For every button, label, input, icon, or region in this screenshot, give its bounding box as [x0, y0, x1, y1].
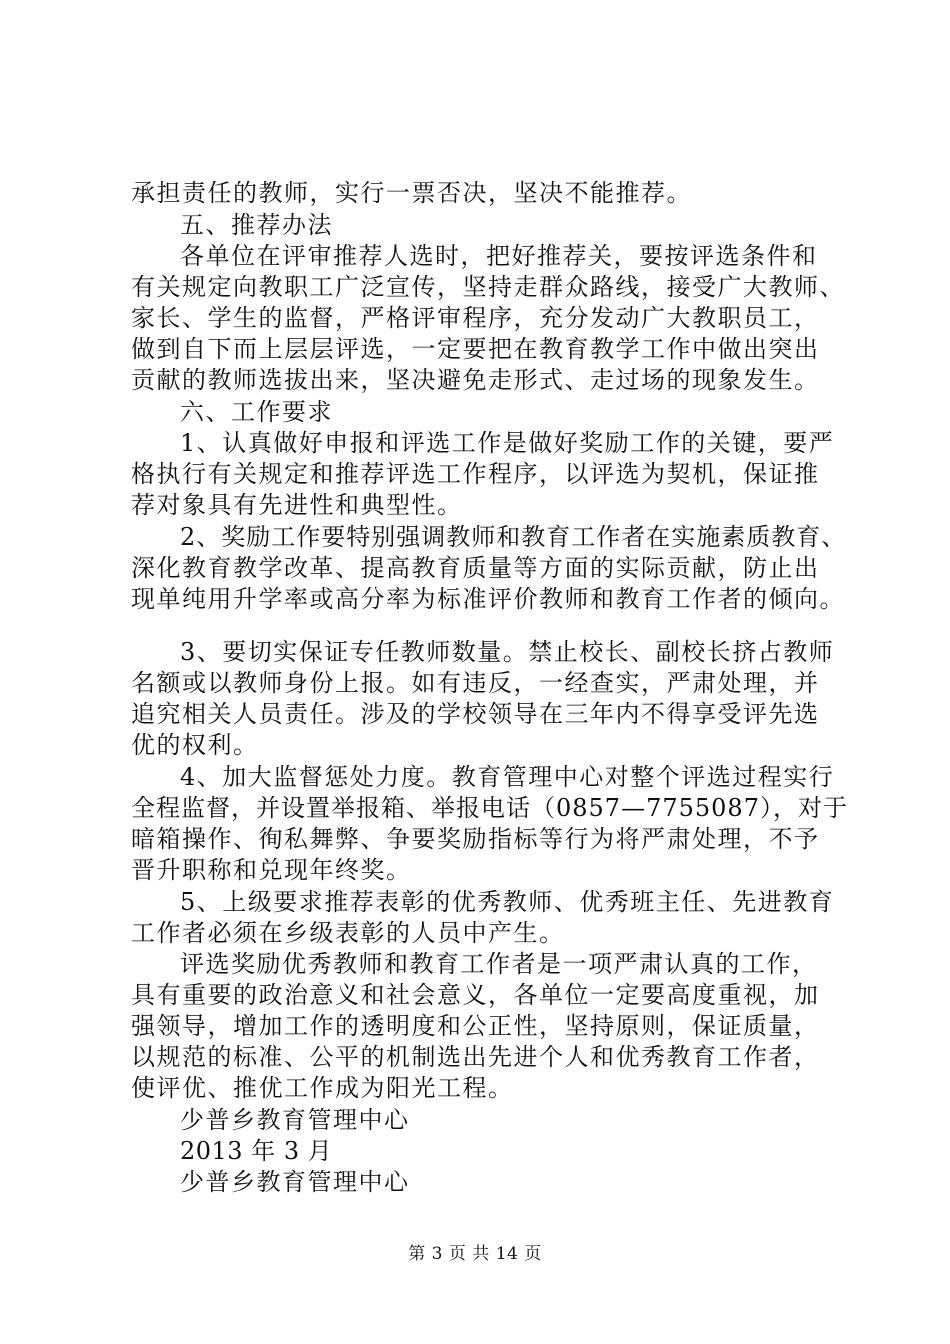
body-line: 1、认真做好申报和评选工作是做好奖励工作的关键，要严: [180, 429, 835, 457]
body-line: 5、上级要求推荐表彰的优秀教师、优秀班主任、先进教育: [180, 888, 835, 916]
body-line: 强领导，增加工作的透明度和公正性，坚持原则，保证质量，: [131, 1012, 820, 1040]
body-line: 3、要切实保证专任教师数量。禁止校长、副校长挤占教师: [180, 638, 835, 666]
body-line: 4、加大监督惩处力度。教育管理中心对整个评选过程实行: [180, 763, 835, 791]
body-line: 做到自下而上层层评选，一定要把在教育教学工作中做出突出: [131, 335, 820, 363]
body-line: 各单位在评审推荐人选时，把好推荐关，要按评选条件和: [180, 242, 818, 270]
body-line: 晋升职称和兑现年终奖。: [131, 856, 412, 884]
body-line: 承担责任的教师，实行一票否决，坚决不能推荐。: [131, 179, 692, 207]
body-line: 以规范的标准、公平的机制选出先进个人和优秀教育工作者，: [131, 1043, 820, 1071]
signature-organization: 少普乡教育管理中心: [180, 1106, 410, 1134]
body-line: 2、奖励工作要特别强调教师和教育工作者在实施素质教育、: [180, 523, 847, 551]
body-line: 全程监督，并设置举报箱、举报电话（0857—7755087），对于: [131, 794, 848, 822]
body-line: 追究相关人员责任。涉及的学校领导在三年内不得享受评先选: [131, 700, 820, 728]
body-line: 现单纯用升学率或高分率为标准评价教师和教育工作者的倾向。: [131, 585, 845, 613]
body-line: 深化教育教学改革、提高教育质量等方面的实际贡献，防止出: [131, 554, 820, 582]
body-line: 贡献的教师选拔出来，坚决避免走形式、走过场的现象发生。: [131, 366, 820, 394]
body-line: 有关规定向教职工广泛宣传，坚持走群众路线，接受广大教师、: [131, 273, 845, 301]
body-line: 名额或以教师身份上报。如有违反，一经查实，严肃处理，并: [131, 669, 820, 697]
body-line: 格执行有关规定和推荐评选工作程序，以评选为契机，保证推: [131, 460, 820, 488]
body-line: 具有重要的政治意义和社会意义，各单位一定要高度重视，加: [131, 981, 820, 1009]
body-line: 荐对象具有先进性和典型性。: [131, 491, 463, 519]
page-number-footer: 第 3 页 共 14 页: [408, 1244, 542, 1264]
body-line: 工作者必须在乡级表彰的人员中产生。: [131, 919, 565, 947]
signature-date: 2013 年 3 月: [180, 1137, 333, 1165]
signature-organization-repeat: 少普乡教育管理中心: [180, 1168, 410, 1196]
body-line: 家长、学生的监督，严格评审程序，充分发动广大教职员工，: [131, 304, 820, 332]
body-line: 优的权利。: [131, 731, 259, 759]
body-line: 暗箱操作、徇私舞弊、争要奖励指标等行为将严肃处理，不予: [131, 825, 820, 853]
section-heading-recommendation-method: 五、推荐办法: [180, 211, 333, 239]
section-heading-work-requirements: 六、工作要求: [180, 398, 333, 426]
body-line: 使评优、推优工作成为阳光工程。: [131, 1074, 514, 1102]
body-line: 评选奖励优秀教师和教育工作者是一项严肃认真的工作，: [180, 950, 818, 978]
